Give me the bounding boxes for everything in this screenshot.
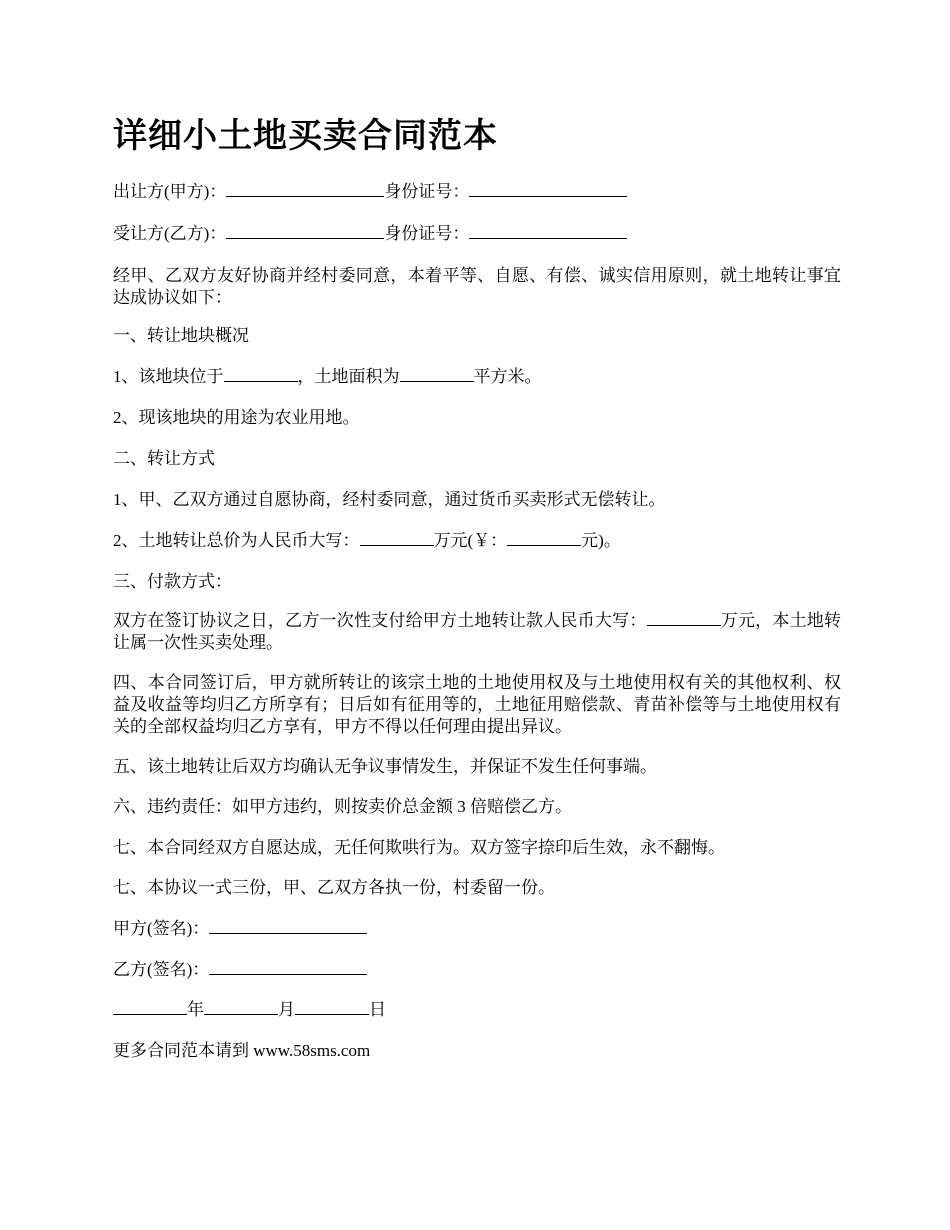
total-price-close: 元)。 xyxy=(581,531,621,550)
section-6-paragraph: 六、违约责任：如甲方违约，则按卖价总金额 3 倍赔偿乙方。 xyxy=(113,797,572,816)
total-price-number-blank xyxy=(507,530,581,546)
party-a-name-blank xyxy=(226,181,384,197)
party-a-id-label: 身份证号： xyxy=(384,182,470,201)
day-blank xyxy=(295,999,369,1015)
footer-note: 更多合同范本请到 www.58sms.com xyxy=(113,1041,371,1060)
section-2-item-1: 1、甲、乙双方通过自愿协商，经村委同意，通过货币买卖形式无偿转让。 xyxy=(113,490,666,509)
signature-b-blank xyxy=(209,959,367,975)
party-a-line xyxy=(113,181,841,203)
section-7a-paragraph: 七、本合同经双方自愿达成，无任何欺哄行为。双方签字捺印后生效，永不翻悔。 xyxy=(113,838,725,857)
payment-blank xyxy=(647,610,721,626)
document-title: 详细小土地买卖合同范本 xyxy=(113,116,498,156)
area-label: ，土地面积为 xyxy=(297,367,400,386)
section-7b-paragraph: 七、本协议一式三份，甲、乙双方各执一份，村委留一份。 xyxy=(113,878,555,897)
area-blank xyxy=(400,366,474,382)
section-5-paragraph: 五、该土地转让后双方均确认无争议事情发生，并保证不发生任何事端。 xyxy=(113,757,657,776)
section-3-body xyxy=(113,610,841,654)
month-label: 月 xyxy=(278,1000,295,1019)
party-b-line xyxy=(113,223,841,245)
section-2-heading: 二、转让方式 xyxy=(113,449,215,468)
party-b-name-blank xyxy=(226,223,384,239)
party-a-label: 出让方(甲方)： xyxy=(113,182,227,201)
total-price-label: 2、土地转让总价为人民币大写： xyxy=(113,531,360,550)
month-blank xyxy=(204,999,278,1015)
signature-a-label: 甲方(签名)： xyxy=(113,919,210,938)
signature-b-label: 乙方(签名)： xyxy=(113,960,210,979)
payment-text-b: 万元，本土地转让属一次性买卖处理。 xyxy=(113,611,842,652)
party-b-id-blank xyxy=(469,223,627,239)
party-a-id-blank xyxy=(469,181,627,197)
section-1-item-1 xyxy=(113,366,841,388)
section-4-paragraph: 四、本合同签订后，甲方就所转让的该宗土地的土地使用权及与土地使用权有关的其他权利、权益及收益等均归乙方所享有；日后如有征用等的，土地征用赔偿款、青苗补偿等与土地使用权有关的全部权益均归乙方享有，甲方不得以任何理由提出异议。 xyxy=(113,673,841,736)
section-2-item-2 xyxy=(113,530,841,552)
year-blank xyxy=(113,999,187,1015)
location-blank xyxy=(224,366,298,382)
signature-a-line xyxy=(113,918,841,940)
section-3-heading: 三、付款方式： xyxy=(113,572,232,591)
total-price-unit: 万元(￥： xyxy=(433,531,508,550)
location-label: 1、该地块位于 xyxy=(113,367,224,386)
date-line xyxy=(113,999,841,1021)
section-1-heading: 一、转让地块概况 xyxy=(113,326,249,345)
intro-paragraph: 经甲、乙双方友好协商并经村委同意，本着平等、自愿、有偿、诚实信用原则，就土地转让事宜达成协议如下： xyxy=(113,266,841,307)
section-1-item-2: 2、现该地块的用途为农业用地。 xyxy=(113,408,360,427)
party-b-id-label: 身份证号： xyxy=(384,224,470,243)
signature-b-line xyxy=(113,959,841,981)
party-b-label: 受让方(乙方)： xyxy=(113,224,227,243)
payment-text-a: 双方在签订协议之日，乙方一次性支付给甲方土地转让款人民币大写： xyxy=(113,611,647,630)
total-price-words-blank xyxy=(360,530,434,546)
area-unit: 平方米。 xyxy=(473,367,542,386)
day-label: 日 xyxy=(369,1000,386,1019)
year-label: 年 xyxy=(187,1000,204,1019)
signature-a-blank xyxy=(209,918,367,934)
